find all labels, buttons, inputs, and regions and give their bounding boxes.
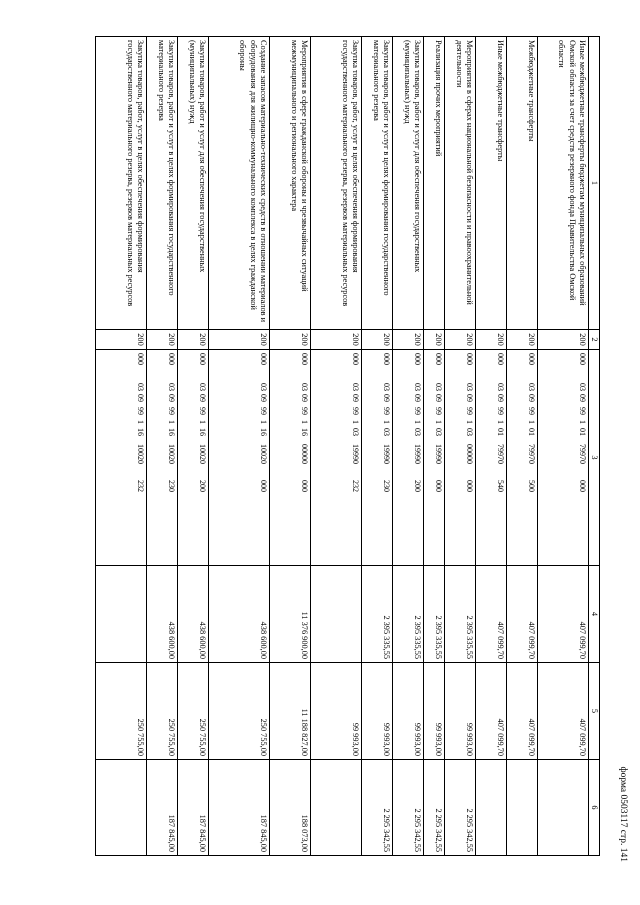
code-part: 01 bbox=[495, 428, 505, 436]
row-unexecuted: 2 295 342,55 bbox=[444, 760, 475, 856]
row-approved bbox=[310, 566, 361, 663]
row-executed: 99 993,00 bbox=[310, 663, 361, 760]
code-part: 03 bbox=[381, 383, 391, 391]
code-part: 1 bbox=[350, 420, 360, 424]
row-name: Межбюджетные трансферты bbox=[506, 37, 537, 330]
code-part: 1 bbox=[464, 420, 474, 424]
row-executed: 99 993,00 bbox=[361, 663, 392, 760]
code-part: 000 bbox=[350, 353, 360, 365]
row-line-code: 200 bbox=[310, 330, 361, 350]
row-line-code: 200 bbox=[269, 330, 310, 350]
code-part: 1 bbox=[299, 420, 309, 424]
row-approved: 2 395 335,55 bbox=[361, 566, 392, 663]
code-part: 03 bbox=[577, 383, 587, 391]
code-part: 000 bbox=[464, 480, 474, 492]
row-executed: 250 755,00 bbox=[146, 663, 177, 760]
code-part: 03 bbox=[526, 383, 536, 391]
row-name: Реализация прочих мероприятий bbox=[423, 37, 444, 330]
table-row bbox=[537, 37, 588, 856]
code-part: 99 bbox=[135, 407, 145, 415]
code-part: 19990 bbox=[412, 444, 422, 464]
row-executed: 407 099,70 bbox=[506, 663, 537, 760]
code-part: 09 bbox=[412, 394, 422, 402]
code-part: 000 bbox=[135, 353, 145, 365]
row-line-code: 200 bbox=[392, 330, 423, 350]
row-budget-code bbox=[146, 350, 177, 566]
code-part: 09 bbox=[464, 394, 474, 402]
code-part: 03 bbox=[412, 428, 422, 436]
row-unexecuted: 2 295 342,55 bbox=[423, 760, 444, 856]
column-number: 2 bbox=[588, 330, 599, 350]
table-row bbox=[310, 37, 361, 856]
code-part: 03 bbox=[299, 383, 309, 391]
code-part: 10020 bbox=[135, 444, 145, 464]
row-executed: 407 099,70 bbox=[475, 663, 506, 760]
code-part: 200 bbox=[197, 480, 207, 492]
row-name: Мероприятия в сфере гражданской обороны и чрезвычайных ситуаций межмуниципального и регионального характера bbox=[269, 37, 310, 330]
row-executed: 250 755,00 bbox=[177, 663, 208, 760]
row-unexecuted bbox=[95, 760, 146, 856]
table-row bbox=[475, 37, 506, 856]
code-part: 232 bbox=[350, 480, 360, 492]
code-part: 99 bbox=[197, 407, 207, 415]
code-part: 99 bbox=[412, 407, 422, 415]
code-part: 99 bbox=[166, 407, 176, 415]
code-part: 03 bbox=[350, 383, 360, 391]
row-line-code: 200 bbox=[361, 330, 392, 350]
code-part: 79970 bbox=[495, 444, 505, 464]
row-budget-code bbox=[537, 350, 588, 566]
row-budget-code bbox=[361, 350, 392, 566]
code-part: 16 bbox=[299, 428, 309, 436]
row-budget-code bbox=[208, 350, 269, 566]
code-part: 09 bbox=[135, 394, 145, 402]
code-part: 01 bbox=[577, 428, 587, 436]
row-approved: 2 395 335,55 bbox=[392, 566, 423, 663]
form-label: форма 0503117 стр. 141 bbox=[618, 766, 628, 862]
row-line-code: 200 bbox=[177, 330, 208, 350]
code-part: 1 bbox=[526, 420, 536, 424]
code-part: 1 bbox=[577, 420, 587, 424]
code-part: 000 bbox=[577, 353, 587, 365]
row-budget-code bbox=[423, 350, 444, 566]
column-number: 3 bbox=[588, 350, 599, 566]
code-part: 09 bbox=[526, 394, 536, 402]
code-part: 03 bbox=[258, 383, 268, 391]
row-approved: 407 099,70 bbox=[475, 566, 506, 663]
code-part: 1 bbox=[135, 420, 145, 424]
row-budget-code bbox=[444, 350, 475, 566]
row-approved: 438 600,00 bbox=[208, 566, 269, 663]
row-line-code: 200 bbox=[423, 330, 444, 350]
code-part: 09 bbox=[350, 394, 360, 402]
code-part: 03 bbox=[433, 383, 443, 391]
budget-table bbox=[95, 36, 600, 856]
code-part: 09 bbox=[166, 394, 176, 402]
row-unexecuted: 2 295 342,55 bbox=[361, 760, 392, 856]
code-part: 000 bbox=[577, 480, 587, 492]
row-line-code: 200 bbox=[146, 330, 177, 350]
column-number-row bbox=[588, 37, 599, 856]
table-row bbox=[208, 37, 269, 856]
code-part: 99 bbox=[299, 407, 309, 415]
code-part: 16 bbox=[135, 428, 145, 436]
row-approved: 407 099,70 bbox=[506, 566, 537, 663]
table-row bbox=[146, 37, 177, 856]
row-unexecuted: 187 845,00 bbox=[208, 760, 269, 856]
code-part: 232 bbox=[135, 480, 145, 492]
code-part: 000 bbox=[197, 353, 207, 365]
row-approved: 407 099,70 bbox=[537, 566, 588, 663]
code-part: 19990 bbox=[381, 444, 391, 464]
row-executed: 407 099,70 bbox=[537, 663, 588, 760]
row-unexecuted: 187 845,00 bbox=[177, 760, 208, 856]
code-part: 000 bbox=[464, 353, 474, 365]
row-name: Создание запасов материально-технических средств в отношении материалов и оборудования для жилищно-коммунального комплекса в целях гражданской обороны bbox=[208, 37, 269, 330]
table-row bbox=[392, 37, 423, 856]
code-part: 200 bbox=[412, 480, 422, 492]
row-executed: 11 188 827,00 bbox=[269, 663, 310, 760]
code-part: 99 bbox=[350, 407, 360, 415]
row-executed: 250 755,00 bbox=[208, 663, 269, 760]
code-part: 000 bbox=[412, 353, 422, 365]
table-row bbox=[506, 37, 537, 856]
code-part: 000 bbox=[299, 480, 309, 492]
column-number: 1 bbox=[588, 37, 599, 330]
code-part: 79970 bbox=[577, 444, 587, 464]
row-budget-code bbox=[506, 350, 537, 566]
code-part: 230 bbox=[381, 480, 391, 492]
row-budget-code bbox=[392, 350, 423, 566]
row-name: Закупка товаров, работ и услуг для обеспечения государственных (муниципальных) нужд bbox=[177, 37, 208, 330]
row-budget-code bbox=[475, 350, 506, 566]
row-budget-code bbox=[269, 350, 310, 566]
code-part: 01 bbox=[526, 428, 536, 436]
row-approved: 2 395 335,55 bbox=[423, 566, 444, 663]
code-part: 1 bbox=[412, 420, 422, 424]
code-part: 10020 bbox=[197, 444, 207, 464]
row-line-code: 200 bbox=[444, 330, 475, 350]
row-executed: 99 993,00 bbox=[392, 663, 423, 760]
code-part: 1 bbox=[258, 420, 268, 424]
row-approved: 2 395 335,55 bbox=[444, 566, 475, 663]
code-part: 19990 bbox=[350, 444, 360, 464]
code-part: 03 bbox=[433, 428, 443, 436]
row-budget-code bbox=[310, 350, 361, 566]
column-number: 5 bbox=[588, 663, 599, 760]
code-part: 1 bbox=[381, 420, 391, 424]
code-part: 99 bbox=[526, 407, 536, 415]
code-part: 1 bbox=[197, 420, 207, 424]
row-approved: 11 376 900,00 bbox=[269, 566, 310, 663]
row-name: Иные межбюджетные трансферты бюджетам муниципальных образований Омской области за счет средств резервного фонда Правительства Омской области bbox=[537, 37, 588, 330]
code-part: 10020 bbox=[258, 444, 268, 464]
table-row bbox=[269, 37, 310, 856]
row-line-code: 200 bbox=[95, 330, 146, 350]
code-part: 000 bbox=[381, 353, 391, 365]
code-part: 230 bbox=[166, 480, 176, 492]
row-name: Иные межбюджетные трансферты bbox=[475, 37, 506, 330]
row-name: Закупка товаров, работ и услуг для обеспечения государственных (муниципальных) нужд bbox=[392, 37, 423, 330]
code-part: 19990 bbox=[433, 444, 443, 464]
code-part: 10020 bbox=[166, 444, 176, 464]
code-part: 99 bbox=[433, 407, 443, 415]
row-unexecuted bbox=[537, 760, 588, 856]
code-part: 1 bbox=[166, 420, 176, 424]
table-row bbox=[444, 37, 475, 856]
row-name: Закупка товаров, работ и услуг в целях формирования государственного материального резерва bbox=[146, 37, 177, 330]
row-approved: 438 600,00 bbox=[146, 566, 177, 663]
row-approved: 438 600,00 bbox=[177, 566, 208, 663]
code-part: 000 bbox=[166, 353, 176, 365]
row-executed: 250 755,00 bbox=[95, 663, 146, 760]
code-part: 03 bbox=[464, 383, 474, 391]
code-part: 99 bbox=[495, 407, 505, 415]
code-part: 99 bbox=[381, 407, 391, 415]
code-part: 03 bbox=[197, 383, 207, 391]
code-part: 03 bbox=[495, 383, 505, 391]
row-unexecuted bbox=[506, 760, 537, 856]
row-unexecuted bbox=[310, 760, 361, 856]
code-part: 09 bbox=[495, 394, 505, 402]
row-line-code: 200 bbox=[537, 330, 588, 350]
code-part: 99 bbox=[464, 407, 474, 415]
row-name: Закупка товаров, работ, услуг в целях обеспечения формирования государственного материального резерва, резервов материальных ресурсов bbox=[95, 37, 146, 330]
table-row bbox=[423, 37, 444, 856]
code-part: 09 bbox=[381, 394, 391, 402]
code-part: 03 bbox=[166, 383, 176, 391]
row-budget-code bbox=[95, 350, 146, 566]
code-part: 09 bbox=[433, 394, 443, 402]
row-name: Мероприятия в сферах национальной безопасности и правоохранительной деятельности bbox=[444, 37, 475, 330]
code-part: 500 bbox=[526, 480, 536, 492]
code-part: 000 bbox=[526, 353, 536, 365]
code-part: 03 bbox=[412, 383, 422, 391]
code-part: 03 bbox=[464, 428, 474, 436]
row-name: Закупка товаров, работ и услуг в целях формирования государственного материального резерва bbox=[361, 37, 392, 330]
code-part: 09 bbox=[197, 394, 207, 402]
code-part: 540 bbox=[495, 480, 505, 492]
row-approved bbox=[95, 566, 146, 663]
code-part: 1 bbox=[495, 420, 505, 424]
row-name: Закупка товаров, работ, услуг в целях обеспечения формирования государственного материального резерва, резервов материальных ресурсов bbox=[310, 37, 361, 330]
code-part: 99 bbox=[577, 407, 587, 415]
code-part: 79970 bbox=[526, 444, 536, 464]
code-part: 00000 bbox=[464, 444, 474, 464]
row-executed: 99 993,00 bbox=[444, 663, 475, 760]
table-row bbox=[361, 37, 392, 856]
row-line-code: 200 bbox=[208, 330, 269, 350]
row-unexecuted bbox=[475, 760, 506, 856]
code-part: 09 bbox=[258, 394, 268, 402]
code-part: 03 bbox=[350, 428, 360, 436]
code-part: 03 bbox=[135, 383, 145, 391]
row-executed: 99 993,00 bbox=[423, 663, 444, 760]
code-part: 09 bbox=[577, 394, 587, 402]
code-part: 03 bbox=[381, 428, 391, 436]
code-part: 16 bbox=[258, 428, 268, 436]
table-row bbox=[177, 37, 208, 856]
row-budget-code bbox=[177, 350, 208, 566]
code-part: 00000 bbox=[299, 444, 309, 464]
code-part: 09 bbox=[299, 394, 309, 402]
code-part: 16 bbox=[166, 428, 176, 436]
code-part: 99 bbox=[258, 407, 268, 415]
code-part: 000 bbox=[433, 353, 443, 365]
code-part: 1 bbox=[433, 420, 443, 424]
table-row bbox=[95, 37, 146, 856]
row-unexecuted: 188 073,00 bbox=[269, 760, 310, 856]
row-line-code: 200 bbox=[506, 330, 537, 350]
code-part: 000 bbox=[258, 480, 268, 492]
row-unexecuted: 2 295 342,55 bbox=[392, 760, 423, 856]
code-part: 000 bbox=[495, 353, 505, 365]
code-part: 000 bbox=[299, 353, 309, 365]
column-number: 6 bbox=[588, 760, 599, 856]
column-number: 4 bbox=[588, 566, 599, 663]
code-part: 000 bbox=[433, 480, 443, 492]
row-line-code: 200 bbox=[475, 330, 506, 350]
code-part: 16 bbox=[197, 428, 207, 436]
row-unexecuted: 187 845,00 bbox=[146, 760, 177, 856]
code-part: 000 bbox=[258, 353, 268, 365]
